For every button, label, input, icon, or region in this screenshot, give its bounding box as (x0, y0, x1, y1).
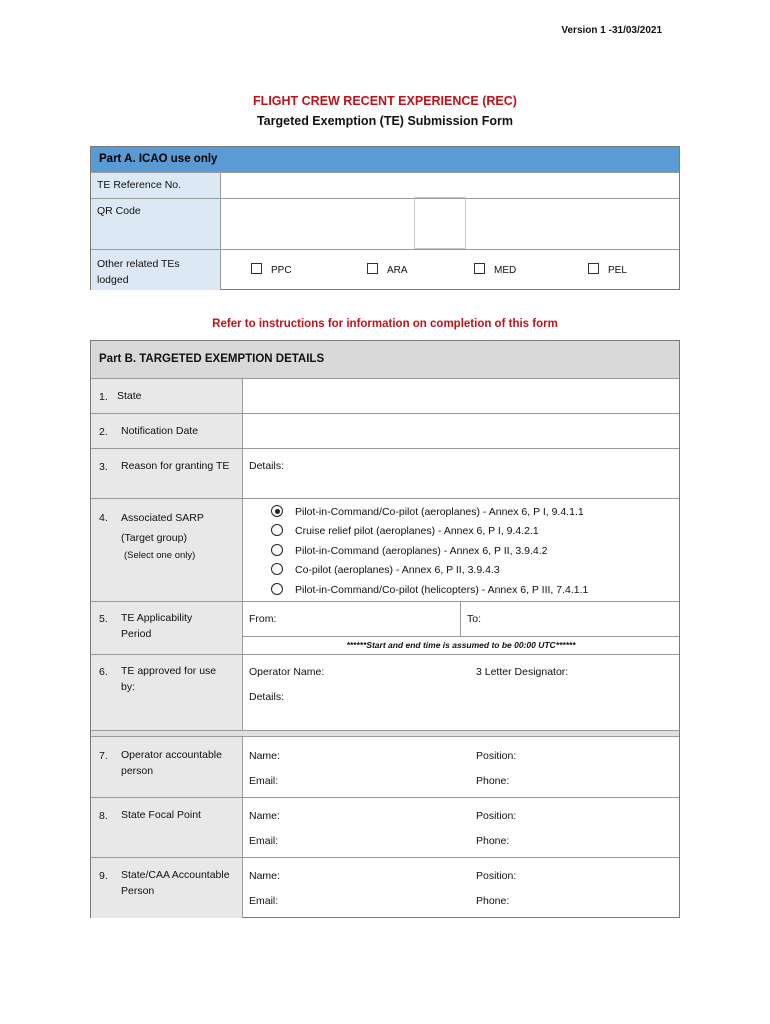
row-7-number: 7. (99, 750, 108, 762)
form-subtitle: Targeted Exemption (TE) Submission Form (256, 114, 514, 128)
row-9-label: State/CAA Accountable Person (121, 869, 230, 897)
row-2-number: 2. (99, 426, 108, 438)
operator-person-position-label[interactable]: Position: (476, 750, 517, 762)
part-a-table (90, 146, 680, 290)
row-6-label: TE approved for use by: (121, 665, 217, 693)
sarp-option-2-label: Cruise relief pilot (aeroplanes) - Annex 6, P I, 9.4.2.1 (295, 525, 539, 537)
sarp-option-5-label: Pilot-in-Command/Co-pilot (helicopters) - Annex 6, P III, 7.4.1.1 (295, 584, 589, 596)
checkbox-ppc[interactable] (251, 263, 262, 274)
sarp-option-3-label: Pilot-in-Command (aeroplanes) - Annex 6, P II, 3.9.4.2 (295, 545, 548, 557)
sarp-option-2-radio[interactable] (271, 524, 283, 536)
sarp-option-3-radio[interactable] (271, 544, 283, 556)
qr-code-box (414, 197, 466, 249)
row-7-label: Operator accountable person (121, 749, 222, 777)
caa-person-email-label[interactable]: Email: (249, 895, 279, 907)
operator-person-name-label[interactable]: Name: (249, 750, 280, 762)
row-4-number: 4. (99, 512, 108, 524)
checkbox-med[interactable] (474, 263, 485, 274)
row-8-number: 8. (99, 810, 108, 822)
row-5-number: 5. (99, 613, 108, 625)
operator-person-email-label[interactable]: Email: (249, 775, 279, 787)
checkbox-ara-label: ARA (387, 265, 408, 276)
row-6-number: 6. (99, 666, 108, 678)
row-1-number: 1. (99, 391, 108, 403)
te-reference-field[interactable] (221, 173, 679, 198)
row-9-number: 9. (99, 870, 108, 882)
sarp-option-1-label: Pilot-in-Command/Co-pilot (aeroplanes) - Annex 6, P I, 9.4.1.1 (295, 506, 584, 518)
operator-person-phone-label[interactable]: Phone: (476, 775, 510, 787)
select-one-note: (Select one only) (124, 550, 196, 561)
form-title: FLIGHT CREW RECENT EXPERIENCE (REC) (253, 94, 517, 108)
designator-label[interactable]: 3 Letter Designator: (476, 666, 569, 678)
sarp-option-4-radio[interactable] (271, 563, 283, 575)
row-5-label: TE Applicability Period (121, 612, 193, 640)
checkbox-pel[interactable] (588, 263, 599, 274)
reason-details-label: Details: (249, 460, 285, 472)
sarp-option-5-radio[interactable] (271, 583, 283, 595)
row-1-label: State (117, 390, 142, 402)
notification-date-field[interactable] (243, 414, 679, 448)
qr-code-label: QR Code (91, 199, 220, 249)
instructions-note: Refer to instructions for information on completion of this form (212, 318, 558, 330)
part-b-table (90, 340, 680, 918)
other-tes-label: Other related TEs lodged (91, 250, 220, 290)
checkbox-ppc-label: PPC (271, 265, 292, 276)
sarp-option-1-radio[interactable] (271, 505, 283, 517)
operator-name-label[interactable]: Operator Name: (249, 666, 325, 678)
version-text: Version 1 -31/03/2021 (561, 25, 662, 36)
focal-point-phone-label[interactable]: Phone: (476, 835, 510, 847)
operator-details-label[interactable]: Details: (249, 691, 285, 703)
sarp-option-4-label: Co-pilot (aeroplanes) - Annex 6, P II, 3.9.4.3 (295, 564, 500, 576)
time-note: ******Start and end time is assumed to be 00:00 UTC****** (346, 640, 576, 650)
caa-person-phone-label[interactable]: Phone: (476, 895, 510, 907)
from-label[interactable]: From: (249, 613, 277, 625)
checkbox-ara[interactable] (367, 263, 378, 274)
checkbox-med-label: MED (494, 265, 517, 276)
row-2-label: Notification Date (121, 425, 199, 437)
row-4-label: Associated SARP (Target group) (121, 512, 204, 544)
row-3-number: 3. (99, 461, 108, 473)
to-label[interactable]: To: (467, 613, 482, 625)
row-3-label: Reason for granting TE (121, 460, 230, 472)
focal-point-name-label[interactable]: Name: (249, 810, 280, 822)
focal-point-email-label[interactable]: Email: (249, 835, 279, 847)
caa-person-position-label[interactable]: Position: (476, 870, 517, 882)
caa-person-name-label[interactable]: Name: (249, 870, 280, 882)
row-8-label: State Focal Point (121, 809, 201, 821)
part-a-header: Part A. ICAO use only (91, 147, 679, 172)
state-field[interactable] (243, 379, 679, 413)
checkbox-pel-label: PEL (608, 265, 627, 276)
te-reference-label: TE Reference No. (91, 173, 220, 198)
part-b-header: Part B. TARGETED EXEMPTION DETAILS (91, 341, 679, 378)
focal-point-position-label[interactable]: Position: (476, 810, 517, 822)
